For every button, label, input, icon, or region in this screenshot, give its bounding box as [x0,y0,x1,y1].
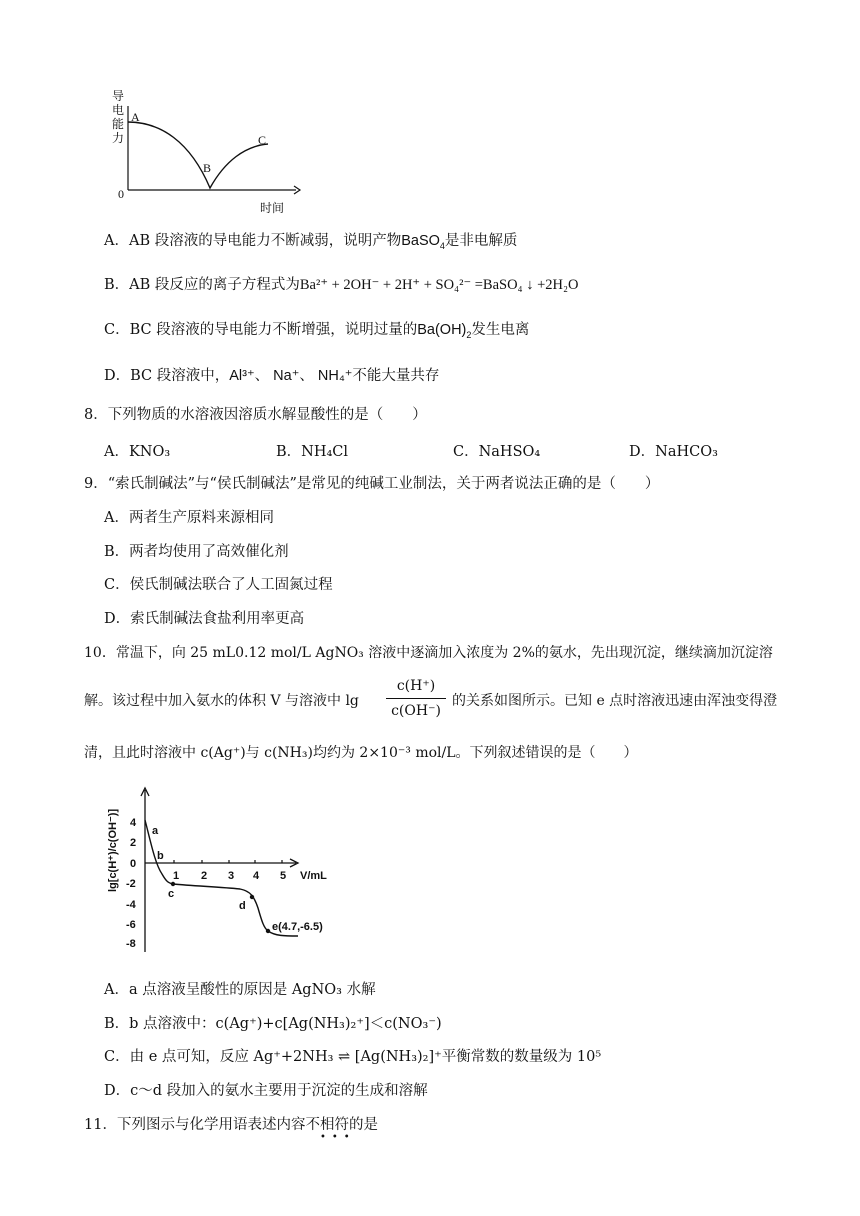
fig2-marker-c [171,882,175,886]
fig2-xlabel: V/mL [300,870,327,882]
fig2-xtick-5: 5 [280,870,287,882]
q10-frac-num: c(H⁺) [396,678,436,694]
q7-option-b[interactable]: B．AB 段反应的离子方程式为Ba²⁺ + 2OH⁻ + 2H⁺ + SO₄²⁻ =BaSO₄ ↓ +2H₂O [104,277,579,293]
fig2-ytick-m8: -8 [126,938,136,950]
fig2-ylabel: lg[c(H⁺)/c(OH⁻)] [107,808,119,892]
fig2-ytick-0: 0 [130,858,137,870]
q9-option-c[interactable]: C．侯氏制碱法联合了人工固氮过程 [104,577,333,593]
q9-option-d[interactable]: D．索氏制碱法食盐利用率更高 [104,611,305,627]
q8-option-b[interactable]: B．NH₄Cl [276,444,349,460]
fig2-curve [145,820,298,936]
q9-option-a[interactable]: A．两者生产原料来源相同 [104,510,274,526]
fig2-ytick-m6: -6 [126,919,136,931]
q10-option-b[interactable]: B．b 点溶液中：c(Ag⁺)+c[Ag(NH₃)₂⁺]＜c(NO₃⁻) [104,1016,442,1032]
q8-option-c[interactable]: C．NaHSO₄ [453,444,541,460]
fig1-point-c: C [258,133,267,147]
fig1-ylabel-1: 电 [112,103,125,117]
q10-line1: 10．常温下，向 25 mL0.12 mol/L AgNO₃ 溶液中逐滴加入浓度为 2%的氨水，先出现沉淀，继续滴加沉淀溶 [84,645,773,661]
fig1-origin: 0 [118,187,124,201]
q8-option-d[interactable]: D．NaHCO₃ [629,444,718,460]
q7-a-chem: BaSO$_4$ [401,233,445,251]
fig1-ylabel-3: 力 [112,131,125,145]
fig1-point-a: A [131,110,140,124]
q10-option-a[interactable]: A．a 点溶液呈酸性的原因是 AgNO₃ 水解 [104,982,376,998]
q10-option-c[interactable]: C．由 e 点可知，反应 Ag⁺+2NH₃ ⇌ [Ag(NH₃)₂]⁺平衡常数的数量级为 10⁵ [104,1049,602,1065]
q10-frac-den: c(OH⁻) [391,703,441,719]
fig2-marker-e [266,929,270,933]
fig2-marker-d [250,895,254,899]
fig1-ylabel-0: 导 [112,89,125,103]
q9-option-b[interactable]: B．两者均使用了高效催化剂 [104,544,289,560]
fig2-ytick-m2: -2 [126,878,136,890]
fig1-ylabel-2: 能 [112,117,125,131]
titration-graph [100,784,350,954]
fig2-ytick-2: 2 [130,837,137,849]
q10-fraction [384,676,448,721]
fig2-xtick-2: 2 [201,870,208,882]
fig2-ytick-m4: -4 [126,899,136,911]
fig2-point-d: d [239,900,246,912]
fig2-point-c: c [168,888,175,900]
fig1-xlabel: 时间 [260,201,285,214]
fig2-point-b: b [157,850,164,862]
q8-stem: 8．下列物质的水溶液因溶质水解显酸性的是（ ） [84,407,427,423]
fig2-ytick-4: 4 [130,817,137,829]
q7-option-c[interactable]: C．BC 段溶液的导电能力不断增强，说明过量的$Ba(OH)_2$发生电离 [104,322,530,340]
q8-option-a[interactable]: A．KNO₃ [104,444,171,460]
q10-option-d[interactable]: D．c～d 段加入的氨水主要用于沉淀的生成和溶解 [104,1083,428,1099]
q7-c-chem: $Ba(OH)_2$ [417,322,472,340]
q7-d-ions: Al³⁺、 Na⁺、 NH₄⁺ [229,368,353,384]
fig2-xtick-4: 4 [253,870,260,882]
fig1-point-b: B [203,161,212,175]
fig2-point-e: e(4.7,-6.5) [272,921,323,933]
q7-option-a[interactable]: A．AB 段溶液的导电能力不断减弱，说明产物BaSO$_4$是非电解质 [104,233,518,251]
fig2-xtick-1: 1 [173,870,180,882]
conductivity-graph [100,86,310,214]
q11-stem: 11．下列图示与化学用语表述内容不相符的是 [84,1117,378,1133]
q7-option-d[interactable]: D．BC 段溶液中，Al³⁺、 Na⁺、 NH₄⁺不能大量共存 [104,368,440,384]
q10-line2b: 的关系如图所示。已知 e 点时溶液迅速由浑浊变得澄 [452,693,778,709]
q10-line2a: 解。该过程中加入氨水的体积 V 与溶液中 lg [84,693,359,709]
fig1-curve [128,122,268,188]
fig2-point-a: a [152,825,159,837]
q9-stem: 9．“索氏制碱法”与“侯氏制碱法”是常见的纯碱工业制法，关于两者说法正确的是（ ） [84,476,660,492]
q11-emphasis-dots: ••• [320,1132,356,1143]
q10-line3: 清，且此时溶液中 c(Ag⁺)与 c(NH₃)均约为 2×10⁻³ mol/L。下列叙述错误的是（ ） [84,745,638,761]
fig2-xtick-3: 3 [228,870,235,882]
q7-b-equation: Ba²⁺ + 2OH⁻ + 2H⁺ + SO₄²⁻ =BaSO₄ ↓ +2H₂O [299,277,579,293]
